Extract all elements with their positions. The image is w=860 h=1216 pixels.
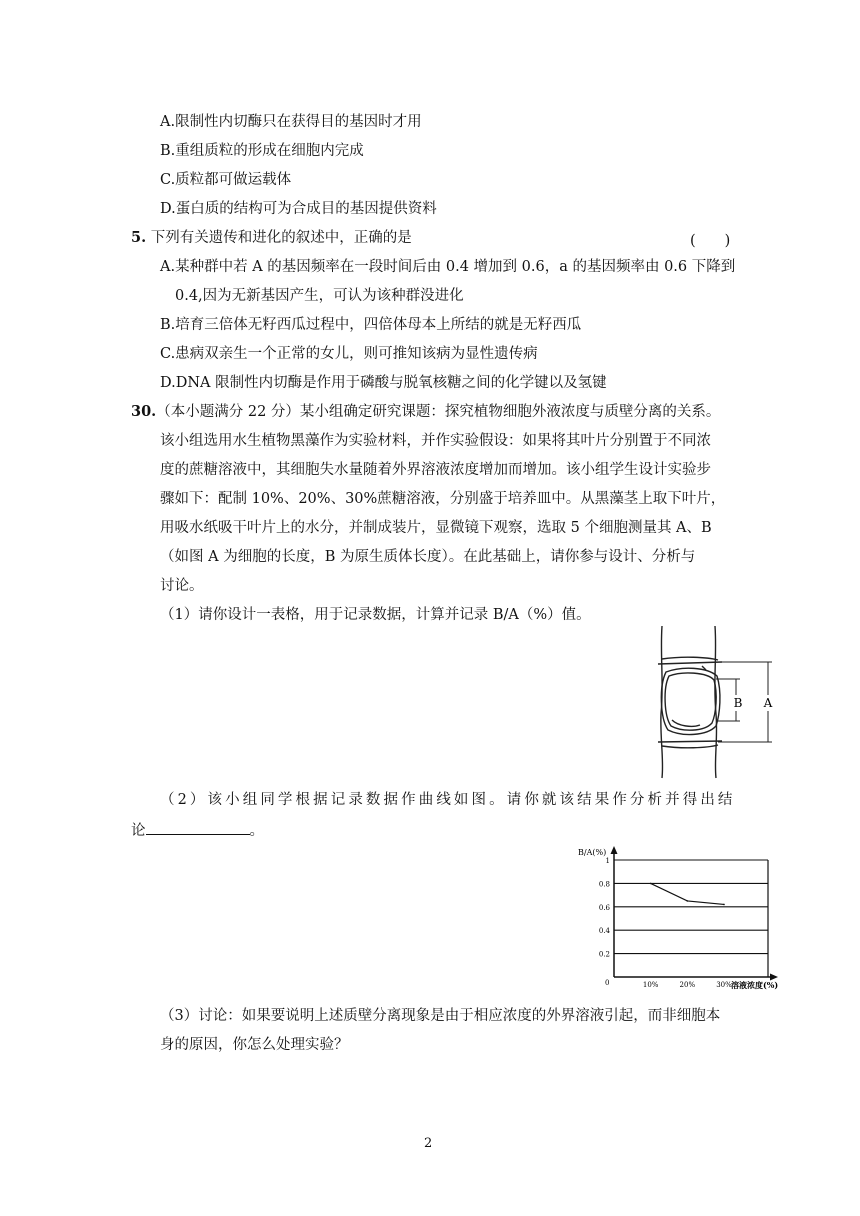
y-tick-label: 0.4 bbox=[598, 927, 610, 936]
y-tick-label: 0.6 bbox=[598, 903, 610, 912]
q5-option-d: D.DNA 限制性内切酶是作用于磷酸与脱氧核糖之间的化学键以及氢键 bbox=[160, 375, 607, 391]
cell-diagram bbox=[652, 624, 778, 780]
q30-part2-line1: （2）该小组同学根据记录数据作曲线如图。请你就该结果作分析并得出结 bbox=[160, 792, 736, 808]
page-number: 2 bbox=[424, 1136, 433, 1151]
q30-intro-line-3: 度的蔗糖溶液中，其细胞失水量随着外界溶液浓度增加而增加。该小组学生设计实验步 bbox=[160, 462, 711, 478]
ba-ratio-chart bbox=[576, 840, 786, 990]
y-axis-arrow-icon bbox=[611, 846, 618, 854]
q30-intro-line-2: 该小组选用水生植物黑藻作为实验材料，并作实验假设：如果将其叶片分别置于不同浓 bbox=[160, 433, 711, 449]
q4-option-b: B.重组质粒的形成在细胞内完成 bbox=[160, 143, 364, 159]
q5-option-c: C.患病双亲生一个正常的女儿，则可推知该病为显性遗传病 bbox=[160, 346, 538, 362]
q30-part1: （1）请你设计一表格，用于记录数据，计算并记录 B/A（%）值。 bbox=[160, 607, 591, 623]
chart-grid bbox=[614, 860, 768, 954]
x-tick-label: 20% bbox=[679, 981, 696, 989]
q30-intro-line-6: （如图 A 为细胞的长度，B 为原生质体长度）。在此基础上，请你参与设计、分析与 bbox=[160, 549, 696, 565]
chart-series bbox=[650, 883, 725, 906]
cell-label-b: B bbox=[733, 696, 743, 710]
q30-intro-first bbox=[131, 402, 720, 422]
q30-intro-line-7: 讨论。 bbox=[160, 578, 204, 594]
q30-part3-line1: （3）讨论：如果要说明上述质壁分离现象是由于相应浓度的外界溶液引起，而非细胞本 bbox=[160, 1008, 721, 1024]
q4-option-d: D.蛋白质的结构可为合成目的基因提供资料 bbox=[160, 201, 437, 217]
q30-part2-suffix: 。 bbox=[249, 823, 264, 839]
q30-number: 30. bbox=[131, 403, 157, 420]
x-tick-labels bbox=[643, 981, 732, 989]
q5-answer-paren: ( ) bbox=[690, 233, 731, 249]
q4-option-c: C.质粒都可做运载体 bbox=[160, 172, 292, 188]
q4-option-a: A.限制性内切酶只在获得目的基因时才用 bbox=[160, 114, 422, 130]
y-tick-label: 1 bbox=[605, 857, 610, 865]
x-tick-label: 30% bbox=[716, 981, 732, 989]
x-tick-label: 10% bbox=[642, 981, 659, 989]
data-point bbox=[723, 904, 725, 906]
q5-stem-text: 下列有关遗传和进化的叙述中，正确的是 bbox=[150, 230, 412, 246]
q30-part2-line2 bbox=[131, 819, 264, 841]
chart-ylabel: B/A(%) bbox=[578, 848, 607, 857]
q30-intro-line-5: 用吸水纸吸干叶片上的水分，并制成装片，显微镜下观察，选取 5 个细胞测量其 A、B bbox=[160, 520, 712, 536]
q5-number: 5. bbox=[131, 229, 147, 246]
data-point bbox=[650, 883, 652, 885]
answer-blank[interactable] bbox=[146, 819, 250, 835]
q30-part2-prefix: 论 bbox=[131, 823, 146, 839]
q5-stem bbox=[131, 228, 412, 248]
chart-origin: 0 bbox=[605, 979, 610, 987]
chart-xlabel: 溶液浓度(%) bbox=[731, 980, 779, 990]
y-tick-label: 0.8 bbox=[598, 880, 610, 889]
data-point bbox=[687, 900, 689, 902]
y-tick-labels bbox=[599, 857, 611, 959]
q5-option-a-cont: 0.4,因为无新基因产生，可认为该种群没进化 bbox=[175, 288, 464, 304]
q30-part3-line2: 身的原因，你怎么处理实验？ bbox=[160, 1037, 349, 1053]
q5-option-b: B.培育三倍体无籽西瓜过程中，四倍体母本上所结的就是无籽西瓜 bbox=[160, 317, 582, 333]
q5-option-a: A.某种群中若 A 的基因频率在一段时间后由 0.4 增加到 0.6，a 的基因频率由 0.6 下降到 bbox=[160, 259, 736, 275]
q30-intro-line-4: 骤如下：配制 10%、20%、30%蔗糖溶液，分别盛于培养皿中。从黑藻茎上取下叶片， bbox=[160, 491, 726, 507]
y-tick-label: 0.2 bbox=[598, 950, 610, 959]
q30-intro-line-1: （本小题满分 22 分）某小组确定研究课题：探究植物细胞外液浓度与质壁分离的关系。 bbox=[156, 404, 721, 420]
cell-label-a: A bbox=[763, 696, 773, 710]
